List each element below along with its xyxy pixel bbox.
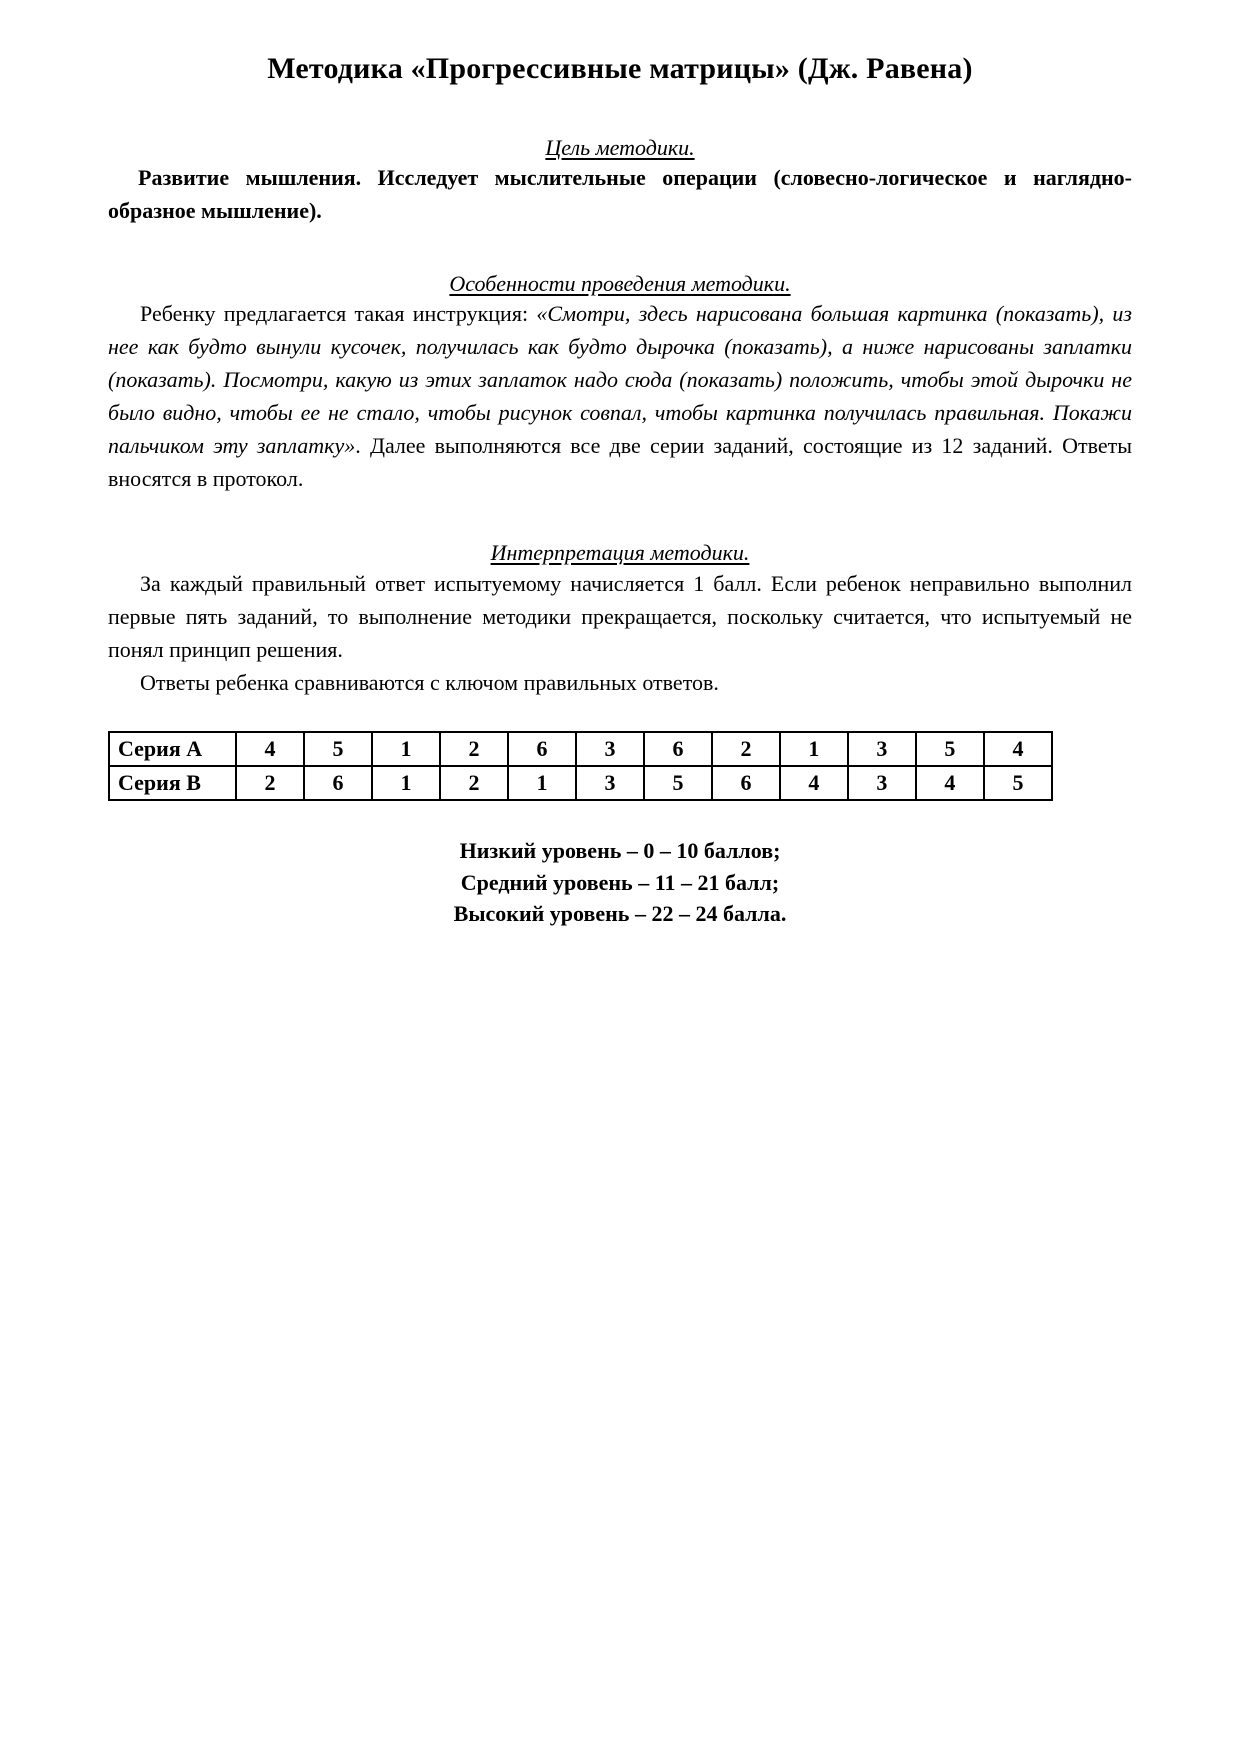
- cell-a-2: 5: [304, 732, 372, 766]
- table-row: [109, 732, 1052, 766]
- score-level-high: Высокий уровень – 22 – 24 балла.: [453, 901, 787, 927]
- cell-a-6: 3: [576, 732, 644, 766]
- cell-b-7: 5: [644, 766, 712, 800]
- answer-key-table-wrapper: [108, 731, 1132, 801]
- section-heading-interpretation-text: Интерпретация методики.: [490, 540, 750, 566]
- procedure-body-text: [108, 297, 1132, 495]
- table-row: [109, 766, 1052, 800]
- cell-b-2: 6: [304, 766, 372, 800]
- cell-b-10: 3: [848, 766, 916, 800]
- interpretation-paragraph-2: Ответы ребенка сравниваются с ключом правильных ответов.: [140, 669, 719, 695]
- cell-b-4: 2: [440, 766, 508, 800]
- answer-key-table: [108, 731, 1053, 801]
- procedure-quote: «Смотри, здесь нарисована большая картинка (показать), из нее как будто вынули кусочек, получилась как будто дырочка (показать), а ниже нарисованы заплатки (показать). Посмотри, какую из этих заплаток надо сюда (показать) положить, чтобы этой дырочки не было видно, чтобы ее не стало, чтобы рисунок совпал, чтобы картинка получилась правильная. Покажи пальчиком эту заплатку»: [108, 301, 1132, 459]
- section-heading-goal-text: Цель методики.: [545, 134, 695, 160]
- procedure-outro: . Далее выполняются все две серии заданий, состоящие из 12 заданий. Ответы вносятся в протокол.: [108, 433, 1132, 492]
- cell-a-4: 2: [440, 732, 508, 766]
- cell-a-3: 1: [372, 732, 440, 766]
- section-heading-interpretation: [108, 540, 1132, 566]
- cell-a-8: 2: [712, 732, 780, 766]
- row-label-series-b: Серия В: [109, 766, 236, 800]
- cell-b-11: 4: [916, 766, 984, 800]
- cell-a-10: 3: [848, 732, 916, 766]
- score-level-low: Низкий уровень – 0 – 10 баллов;: [459, 837, 781, 863]
- cell-b-3: 1: [372, 766, 440, 800]
- interpretation-paragraph-1: За каждый правильный ответ испытуемому начисляется 1 балл. Если ребенок неправильно выполнил первые пять заданий, то выполнение методики прекращается, поскольку считается, что испытуемый не понял принцип решения.: [108, 570, 1132, 662]
- cell-a-1: 4: [236, 732, 304, 766]
- procedure-intro: Ребенку предлагается такая инструкция:: [140, 301, 537, 327]
- cell-b-12: 5: [984, 766, 1052, 800]
- score-level-medium: Средний уровень – 11 – 21 балл;: [460, 869, 780, 895]
- cell-b-9: 4: [780, 766, 848, 800]
- cell-a-9: 1: [780, 732, 848, 766]
- answer-key-table-body: [109, 732, 1052, 800]
- cell-a-12: 4: [984, 732, 1052, 766]
- section-heading-procedure: [108, 271, 1132, 297]
- cell-b-8: 6: [712, 766, 780, 800]
- page-content: [108, 0, 1132, 930]
- goal-body-text: Развитие мышления. Исследует мыслительные операции (словесно-логическое и наглядно-образное мышление).: [108, 164, 1132, 223]
- score-levels-block: [108, 835, 1132, 931]
- cell-a-11: 5: [916, 732, 984, 766]
- cell-a-7: 6: [644, 732, 712, 766]
- cell-b-5: 1: [508, 766, 576, 800]
- cell-b-6: 3: [576, 766, 644, 800]
- page-title: Методика «Прогрессивные матрицы» (Дж. Равена): [267, 52, 973, 85]
- row-label-series-a: Серия А: [109, 732, 236, 766]
- section-heading-goal: [108, 135, 1132, 161]
- section-heading-procedure-text: Особенности проведения методики.: [449, 270, 791, 296]
- cell-b-1: 2: [236, 766, 304, 800]
- cell-a-5: 6: [508, 732, 576, 766]
